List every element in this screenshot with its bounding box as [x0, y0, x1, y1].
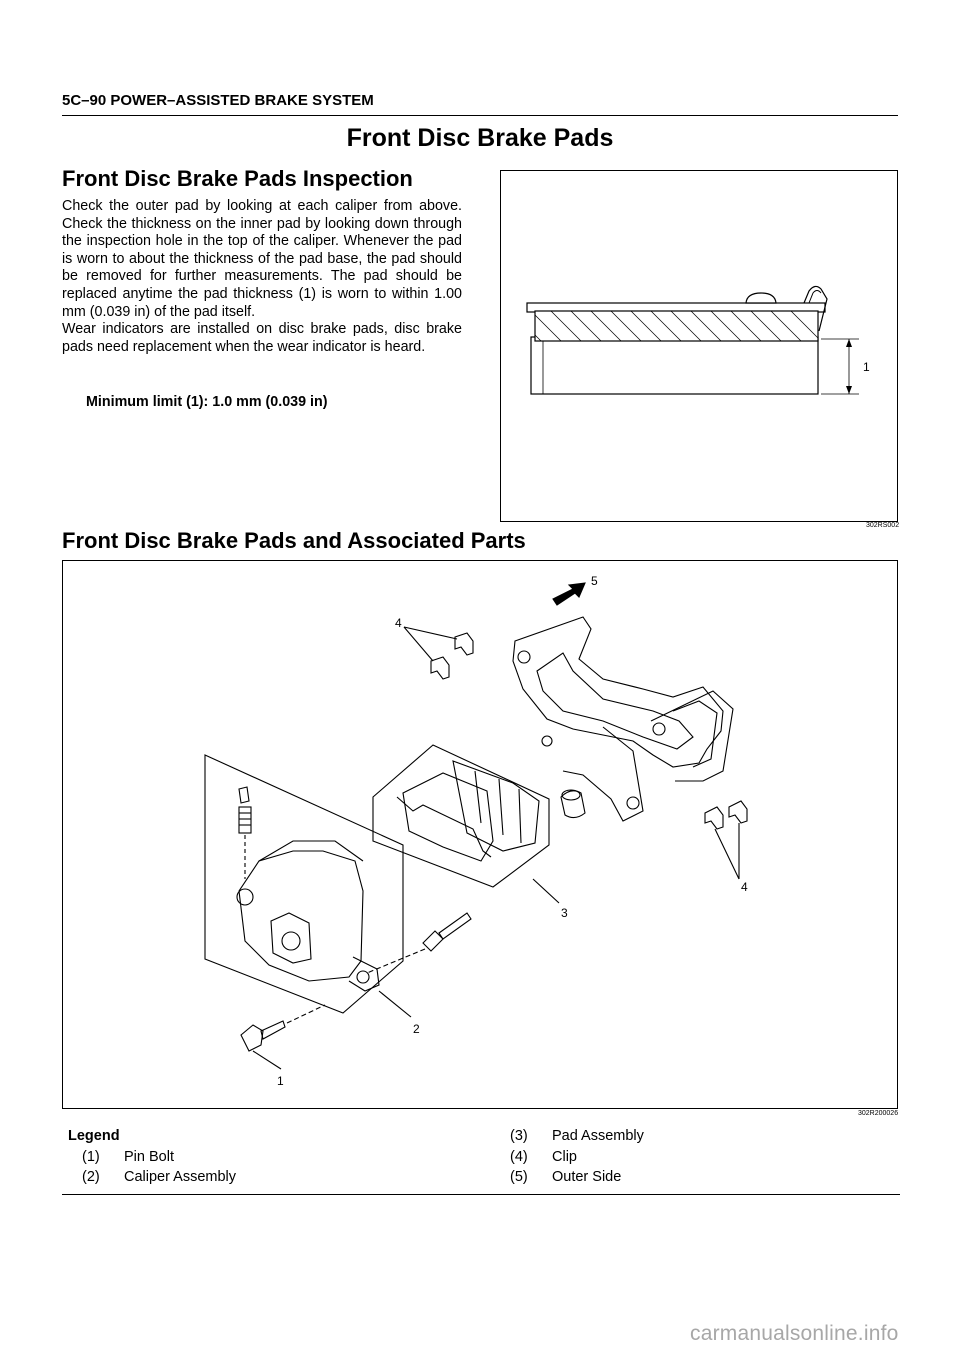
inspection-body	[62, 198, 462, 356]
minimum-limit-spec: Minimum limit (1): 1.0 mm (0.039 in)	[86, 394, 328, 410]
figure1-id: 302RS002	[866, 522, 900, 529]
caliper-assembly-outline	[205, 755, 403, 1013]
page-title: Front Disc Brake Pads	[346, 124, 614, 152]
clip-right-a	[705, 807, 723, 829]
clip-top-b	[431, 657, 449, 679]
watermark: carmanualsonline.info	[690, 1322, 899, 1345]
legend-number: (1)	[82, 1148, 100, 1165]
legend-item	[510, 1126, 644, 1147]
callout-4-right: 4	[741, 880, 748, 894]
exploded-parts-drawing	[63, 561, 897, 1108]
pad-assembly-outline	[373, 745, 549, 887]
legend-label: Clip	[552, 1148, 577, 1165]
legend-label: Pad Assembly	[552, 1128, 644, 1144]
legend-label: Caliper Assembly	[124, 1169, 237, 1185]
clip-top-a	[455, 633, 473, 655]
callout-1: 1	[277, 1074, 284, 1088]
pad-thickness-figure	[500, 170, 898, 522]
legend-item	[510, 1147, 644, 1168]
pad-thickness-drawing	[501, 171, 897, 521]
legend-right	[510, 1126, 644, 1188]
inspection-paragraph-1: Check the outer pad by looking at each caliper from above. Check the thickness on the inner pad by looking down through the inspection hole in the top of the caliper. Whenever the pad is worn to about the thickness of the pad base, the pad should be removed for further measurements. The pad should be replaced anytime the pad thickness (1) is worn to within 1.00 mm (0.039 in) of the pad itself.	[62, 198, 462, 320]
callout-4-top: 4	[395, 616, 402, 630]
legend-number: (3)	[510, 1128, 528, 1144]
figure2-id: 302R200026	[858, 1110, 899, 1117]
legend-number: (4)	[510, 1148, 528, 1165]
legend-item	[68, 1167, 236, 1188]
clip-right-b	[729, 801, 747, 823]
thickness-callout: 1	[863, 360, 870, 374]
legend-label: Outer Side	[552, 1169, 622, 1185]
inspection-heading: Front Disc Brake Pads Inspection	[62, 166, 413, 191]
legend-item	[510, 1167, 644, 1188]
legend-left	[68, 1126, 236, 1188]
legend-label: Pin Bolt	[124, 1148, 174, 1165]
callout-3: 3	[561, 906, 568, 920]
outer-side-arrow	[553, 583, 585, 605]
legend-number: (2)	[82, 1169, 100, 1185]
callout-5: 5	[591, 574, 598, 588]
running-head: 5C–90 POWER–ASSISTED BRAKE SYSTEM	[62, 92, 374, 109]
exploded-parts-figure	[62, 560, 898, 1109]
legend-bottom-rule	[62, 1194, 900, 1195]
header-rule	[62, 115, 898, 116]
legend-number: (5)	[510, 1169, 528, 1185]
legend-item	[68, 1147, 236, 1168]
callout-2: 2	[413, 1022, 420, 1036]
parts-heading: Front Disc Brake Pads and Associated Parts	[62, 528, 526, 553]
bushing	[561, 791, 585, 818]
bleeder-cap	[239, 787, 249, 803]
legend-title: Legend	[68, 1128, 120, 1144]
inspection-paragraph-2: Wear indicators are installed on disc brake pads, disc brake pads need replacement when the wear indicator is heard.	[62, 321, 462, 355]
pin-bolt	[241, 1025, 263, 1051]
